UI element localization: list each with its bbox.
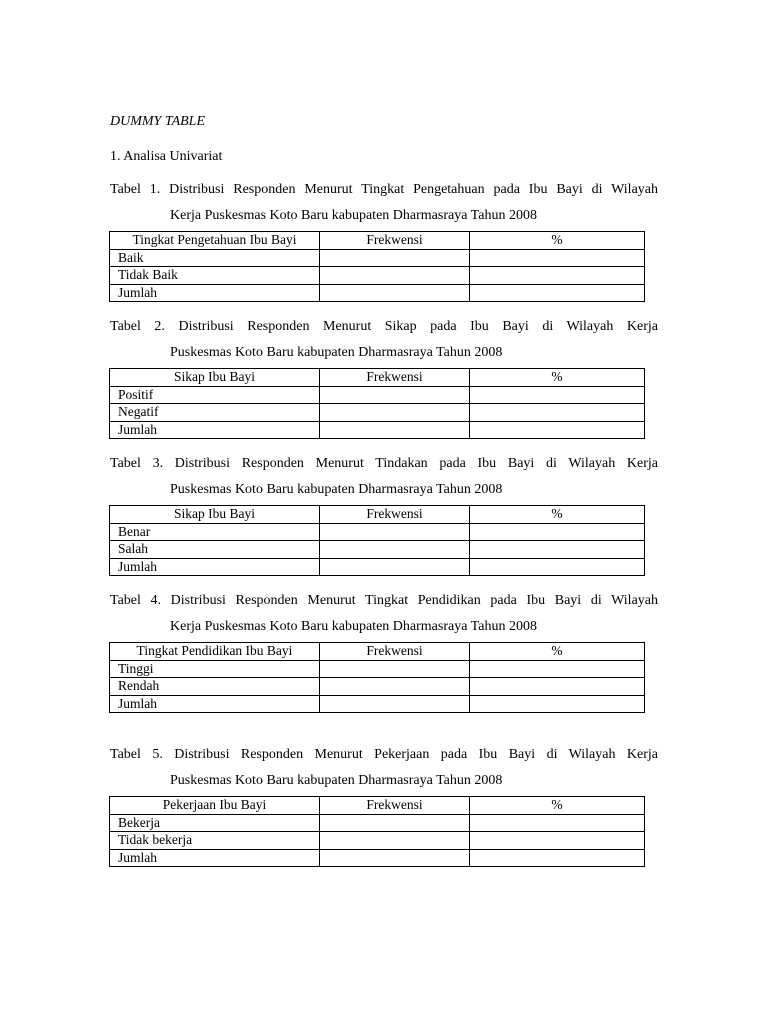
row-label: Positif — [110, 386, 320, 404]
caption-line-2: Kerja Puskesmas Koto Baru kabupaten Dharmasraya Tahun 2008 — [170, 208, 537, 223]
table-row — [110, 660, 645, 678]
caption-line-2: Puskesmas Koto Baru kabupaten Dharmasraya Tahun 2008 — [170, 482, 503, 497]
caption-line-1: Tabel 2. Distribusi Responden Menurut Sikap pada Ibu Bayi di Wilayah Kerja — [110, 319, 658, 334]
table-header-row — [110, 369, 645, 387]
row-label: Jumlah — [110, 849, 320, 867]
table-2-caption — [110, 318, 658, 362]
header-category: Tingkat Pendidikan Ibu Bayi — [110, 643, 320, 661]
table-row — [110, 404, 645, 422]
header-category: Tingkat Pengetahuan Ibu Bayi — [110, 232, 320, 250]
table-row — [110, 832, 645, 850]
header-frekwensi: Frekwensi — [320, 232, 470, 250]
caption-line-1: Tabel 1. Distribusi Responden Menurut Tingkat Pengetahuan pada Ibu Bayi di Wilayah — [110, 182, 658, 197]
percent-cell — [470, 660, 645, 678]
row-label: Benar — [110, 523, 320, 541]
caption-line-2: Puskesmas Koto Baru kabupaten Dharmasraya Tahun 2008 — [170, 345, 503, 360]
header-percent: % — [470, 506, 645, 524]
row-label: Baik — [110, 249, 320, 267]
table-row — [110, 249, 645, 267]
row-label: Salah — [110, 541, 320, 559]
table-row — [110, 814, 645, 832]
table-row — [110, 849, 645, 867]
percent-cell — [470, 558, 645, 576]
table-row — [110, 558, 645, 576]
table-1 — [109, 231, 645, 302]
percent-cell — [470, 421, 645, 439]
row-label: Jumlah — [110, 558, 320, 576]
frekwensi-cell — [320, 267, 470, 285]
percent-cell — [470, 249, 645, 267]
table-4-caption — [110, 592, 658, 636]
header-category: Sikap Ibu Bayi — [110, 506, 320, 524]
percent-cell — [470, 284, 645, 302]
frekwensi-cell — [320, 404, 470, 422]
percent-cell — [470, 267, 645, 285]
percent-cell — [470, 678, 645, 696]
frekwensi-cell — [320, 660, 470, 678]
row-label: Tinggi — [110, 660, 320, 678]
row-label: Jumlah — [110, 284, 320, 302]
caption-line-1: Tabel 5. Distribusi Responden Menurut Pekerjaan pada Ibu Bayi di Wilayah Kerja — [110, 747, 658, 762]
header-frekwensi: Frekwensi — [320, 797, 470, 815]
table-row — [110, 386, 645, 404]
frekwensi-cell — [320, 386, 470, 404]
frekwensi-cell — [320, 284, 470, 302]
row-label: Tidak bekerja — [110, 832, 320, 850]
table-row — [110, 523, 645, 541]
row-label: Jumlah — [110, 695, 320, 713]
header-percent: % — [470, 369, 645, 387]
header-percent: % — [470, 797, 645, 815]
table-header-row — [110, 643, 645, 661]
percent-cell — [470, 404, 645, 422]
percent-cell — [470, 541, 645, 559]
table-row — [110, 541, 645, 559]
frekwensi-cell — [320, 249, 470, 267]
table-5-caption — [110, 746, 658, 790]
frekwensi-cell — [320, 541, 470, 559]
header-category: Sikap Ibu Bayi — [110, 369, 320, 387]
table-3-caption — [110, 455, 658, 499]
caption-line-1: Tabel 4. Distribusi Responden Menurut Tingkat Pendidikan pada Ibu Bayi di Wilayah — [110, 593, 658, 608]
table-header-row — [110, 797, 645, 815]
frekwensi-cell — [320, 849, 470, 867]
table-5 — [109, 796, 645, 867]
percent-cell — [470, 386, 645, 404]
frekwensi-cell — [320, 832, 470, 850]
frekwensi-cell — [320, 523, 470, 541]
header-category: Pekerjaan Ibu Bayi — [110, 797, 320, 815]
frekwensi-cell — [320, 814, 470, 832]
table-row — [110, 421, 645, 439]
percent-cell — [470, 814, 645, 832]
table-header-row — [110, 232, 645, 250]
table-row — [110, 695, 645, 713]
table-4 — [109, 642, 645, 713]
header-percent: % — [470, 232, 645, 250]
header-frekwensi: Frekwensi — [320, 369, 470, 387]
table-2 — [109, 368, 645, 439]
row-label: Jumlah — [110, 421, 320, 439]
percent-cell — [470, 849, 645, 867]
table-row — [110, 284, 645, 302]
percent-cell — [470, 832, 645, 850]
row-label: Bekerja — [110, 814, 320, 832]
document-title: DUMMY TABLE — [110, 114, 206, 129]
table-3 — [109, 505, 645, 576]
row-label: Negatif — [110, 404, 320, 422]
table-row — [110, 678, 645, 696]
header-frekwensi: Frekwensi — [320, 643, 470, 661]
caption-line-2: Kerja Puskesmas Koto Baru kabupaten Dharmasraya Tahun 2008 — [170, 619, 537, 634]
frekwensi-cell — [320, 558, 470, 576]
table-header-row — [110, 506, 645, 524]
header-frekwensi: Frekwensi — [320, 506, 470, 524]
table-row — [110, 267, 645, 285]
frekwensi-cell — [320, 695, 470, 713]
caption-line-2: Puskesmas Koto Baru kabupaten Dharmasraya Tahun 2008 — [170, 773, 503, 788]
percent-cell — [470, 695, 645, 713]
frekwensi-cell — [320, 421, 470, 439]
percent-cell — [470, 523, 645, 541]
row-label: Rendah — [110, 678, 320, 696]
section-heading: 1. Analisa Univariat — [110, 149, 223, 164]
caption-line-1: Tabel 3. Distribusi Responden Menurut Tindakan pada Ibu Bayi di Wilayah Kerja — [110, 456, 658, 471]
header-percent: % — [470, 643, 645, 661]
row-label: Tidak Baik — [110, 267, 320, 285]
table-1-caption — [110, 181, 658, 225]
frekwensi-cell — [320, 678, 470, 696]
